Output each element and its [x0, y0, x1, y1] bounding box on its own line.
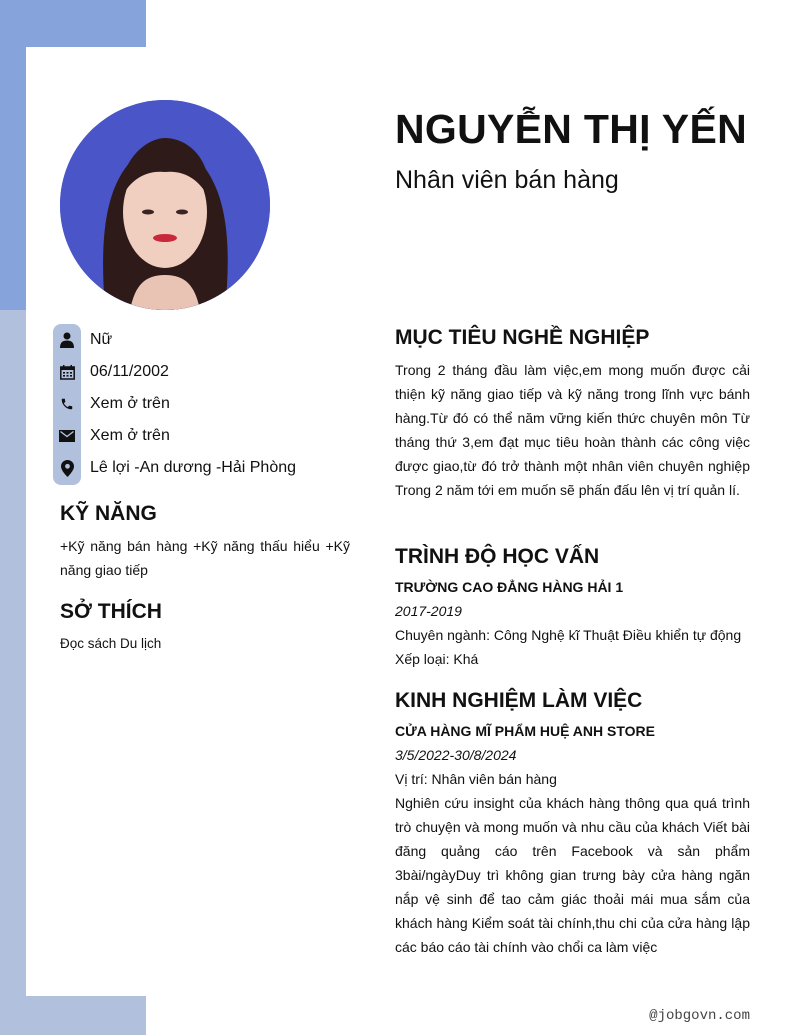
job-title: Nhân viên bán hàng — [395, 166, 619, 194]
contact-item-phone — [53, 388, 353, 420]
calendar-icon — [53, 365, 81, 380]
hobbies-text: Đọc sách Du lịch — [60, 636, 162, 651]
experience-position: Vị trí: Nhân viên bán hàng — [395, 771, 557, 787]
experience-period: 3/5/2022-30/8/2024 — [395, 747, 517, 763]
person-icon — [53, 332, 81, 348]
address-value: Lê lợi -An dương -Hải Phòng — [90, 459, 297, 476]
candidate-name: NGUYỄN THỊ YẾN — [395, 106, 747, 152]
school-name: TRƯỜNG CAO ĐẲNG HÀNG HẢI 1 — [395, 579, 624, 595]
skills-heading: KỸ NĂNG — [60, 502, 157, 525]
decorative-stripe-left-top — [0, 0, 26, 310]
skills-text: +Kỹ năng bán hàng +Kỹ năng thấu hiểu +Kỹ năng giao tiếp — [60, 538, 350, 578]
education-major: Chuyên ngành: Công Nghệ kĩ Thuật Điều khiển tự động — [395, 627, 742, 643]
company-name: CỬA HÀNG MĨ PHẨM HUỆ ANH STORE — [395, 723, 655, 739]
phone-value: Xem ở trên — [90, 395, 170, 412]
contact-list — [53, 324, 353, 484]
birthdate-value: 06/11/2002 — [90, 363, 169, 380]
experience-section — [395, 689, 750, 959]
contact-item-gender — [53, 324, 353, 356]
education-period: 2017-2019 — [395, 603, 462, 619]
email-value: Xem ở trên — [90, 427, 170, 444]
contact-item-email — [53, 420, 353, 452]
objective-section — [395, 326, 750, 502]
hobbies-heading: SỞ THÍCH — [60, 600, 162, 623]
decorative-bar-bottom — [0, 996, 146, 1035]
phone-icon — [53, 397, 81, 411]
contact-item-birthdate — [53, 356, 353, 388]
decorative-stripe-left-bottom — [0, 310, 26, 1035]
education-heading: TRÌNH ĐỘ HỌC VẤN — [395, 545, 600, 568]
footer-watermark: @jobgovn.com — [649, 1008, 750, 1024]
skills-section — [60, 502, 350, 582]
hobbies-section — [60, 600, 350, 656]
objective-text: Trong 2 tháng đầu làm việc,em mong muốn được cải thiện kỹ năng giao tiếp và kỹ năng trong lĩnh vực bánh hàng.Từ đó có thể năm vững kiến thức chuyên môn Từ tháng thứ 3,em đạt mục tiêu hoàn thành các công việc được giao,từ đó trở thành một nhân viên chuyên nghiệp Trong 2 năm tới em muốn sẽ phấn đấu lên vị trí quản lí. — [395, 362, 750, 498]
experience-description: Nghiên cứu insight của khách hàng thông qua quá trình trò chuyện và mong muốn và nhu cầu của khách Viết bài đăng quảng cáo trên Facebook và sản phẩm 3bài/ngàyDuy trì không gian trưng bày cửa hàng ngăn nắp vệ sinh để tao cảm giác thoải mái mua sắm của khách hàng Kiểm soát tài chính,thu chi của cửa hàng lập các báo cáo tài chính vào chổi ca làm việc — [395, 795, 750, 955]
education-section — [395, 545, 750, 671]
experience-heading: KINH NGHIỆM LÀM VIỆC — [395, 689, 643, 712]
contact-item-address — [53, 452, 353, 484]
gender-value: Nữ — [90, 331, 113, 348]
objective-heading: MỤC TIÊU NGHỀ NGHIỆP — [395, 326, 650, 349]
location-pin-icon — [53, 460, 81, 477]
education-rank: Xếp loại: Khá — [395, 651, 479, 667]
email-icon — [53, 430, 81, 442]
profile-photo — [60, 100, 270, 310]
